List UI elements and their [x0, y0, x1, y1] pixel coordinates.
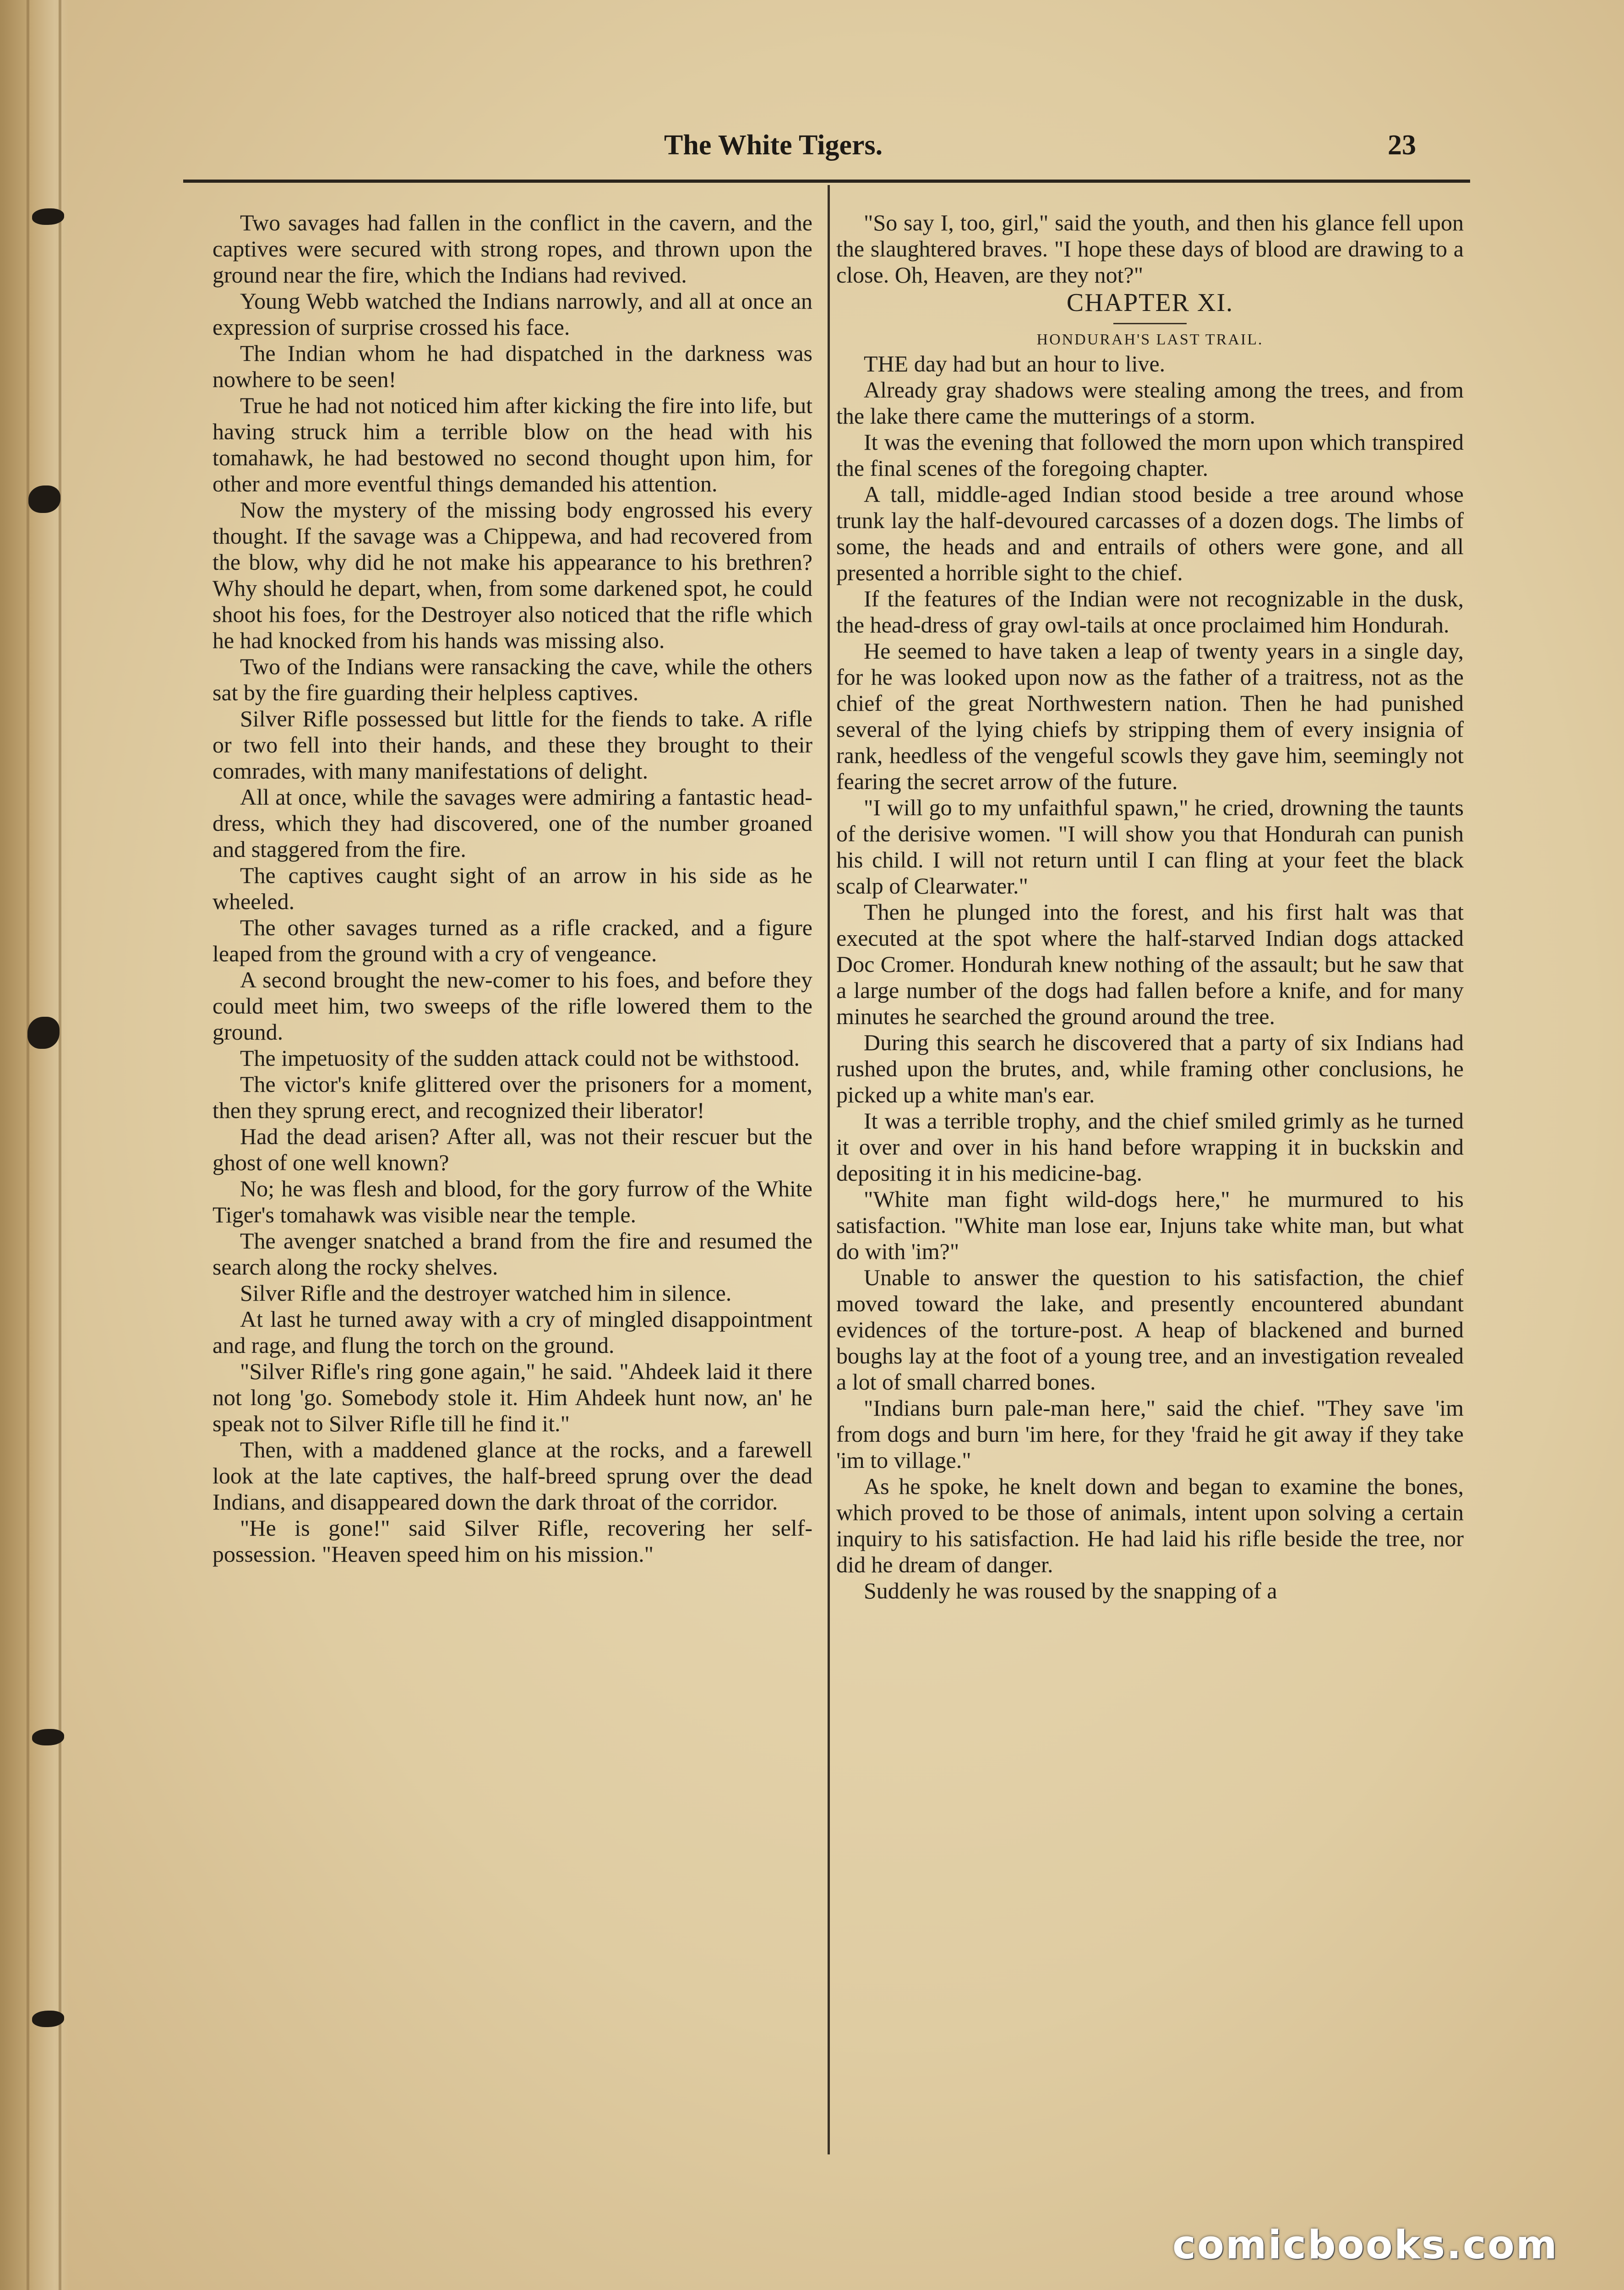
paragraph: The captives caught sight of an arrow in his side as he wheeled.: [213, 862, 812, 914]
paragraph: No; he was flesh and blood, for the gory furrow of the White Tiger's tomahawk was visible near the temple.: [213, 1176, 812, 1227]
paragraph: The victor's knife glittered over the prisoners for a moment, then they sprung erect, and recognized their liberator!: [213, 1071, 812, 1123]
paragraph: During this search he discovered that a party of six Indians had rushed upon the brutes, and, while framing other conclusions, he picked up a white man's ear.: [836, 1030, 1464, 1107]
paragraph: Two of the Indians were ransacking the cave, while the others sat by the fire guarding their helpless captives.: [213, 654, 812, 705]
paragraph: "White man fight wild-dogs here," he murmured to his satisfaction. "White man lose ear, Injuns take white man, but what do with 'im?": [836, 1186, 1464, 1264]
paragraph: "I will go to my unfaithful spawn," he cried, drowning the taunts of the derisive women. "I will show you that Hondurah can punish his child. I will not return until I can fling at your feet the black scalp of Clearwater.": [836, 795, 1464, 899]
paragraph: A tall, middle-aged Indian stood beside a tree around whose trunk lay the half-devoured carcasses of a dozen dogs. The limbs of some, the heads and and entrails of others were gone, and all presented a horrible sight to the chief.: [836, 481, 1464, 585]
paragraph: The other savages turned as a rifle cracked, and a figure leaped from the ground with a cry of vengeance.: [213, 915, 812, 966]
paragraph: At last he turned away with a cry of mingled disappointment and rage, and flung the torch on the ground.: [213, 1306, 812, 1358]
paragraph: The avenger snatched a brand from the fire and resumed the search along the rocky shelves.: [213, 1228, 812, 1280]
paragraph: Two savages had fallen in the conflict in the cavern, and the captives were secured with strong ropes, and thrown upon the ground near the fire, which the Indians had revived.: [213, 210, 812, 288]
binding-stitch: [28, 485, 60, 513]
paragraph: "Silver Rifle's ring gone again," he said. "Ahdeek laid it there not long 'go. Somebody stole it. Him Ahdeek hunt now, an' he speak not to Silver Rifle till he find it.": [213, 1358, 812, 1436]
paragraph: "So say I, too, girl," said the youth, and then his glance fell upon the slaughtered braves. "I hope these days of blood are drawing to a close. Oh, Heaven, are they not?": [836, 210, 1464, 288]
binding-stitch: [32, 1729, 64, 1745]
paragraph: "He is gone!" said Silver Rifle, recovering her self-possession. "Heaven speed him on his mission.": [213, 1515, 812, 1567]
binding-stitch: [32, 2011, 64, 2027]
paragraph: It was the evening that followed the morn upon which transpired the final scenes of the foregoing chapter.: [836, 429, 1464, 481]
paragraph: Then he plunged into the forest, and his first halt was that executed at the spot where the half-starved Indian dogs attacked Doc Cromer. Hondurah knew nothing of the assault; but he saw that a large number of the dogs had fallen before a knife, and for many minutes he searched the ground around the tree.: [836, 899, 1464, 1029]
chapter-subtitle: HONDURAH'S LAST TRAIL.: [1036, 331, 1264, 348]
left-column: [213, 210, 812, 2133]
paragraph: "Indians burn pale-man here," said the chief. "They save 'im from dogs and burn 'im here, for they 'fraid he git away if they take 'im to village.": [836, 1395, 1464, 1473]
paragraph: As he spoke, he knelt down and began to examine the bones, which proved to be those of animals, intent upon solving a certain inquiry to his satisfaction. He had laid his rifle beside the tree, nor did he dream of danger.: [836, 1473, 1464, 1577]
paragraph: Silver Rifle possessed but little for the fiends to take. A rifle or two fell into their hands, and these they brought to their comrades, with many manifestations of delight.: [213, 706, 812, 784]
paragraph: It was a terrible trophy, and the chief smiled grimly as he turned it over and over in his hand before wrapping it in buckskin and depositing it in his medicine-bag.: [836, 1108, 1464, 1186]
column-divider: [828, 185, 830, 2154]
paragraph: He seemed to have taken a leap of twenty years in a single day, for he was looked upon now as the father of a traitress, not as the chief of the great Northwestern nation. Then he had punished several of the lying chiefs by stripping them of every insignia of rank, heedless of the vengeful scowls they gave him, seemingly not fearing the secret arrow of the future.: [836, 638, 1464, 794]
chapter-rule: [1113, 323, 1187, 324]
paragraph: Now the mystery of the missing body engrossed his every thought. If the savage was a Chippewa, and had recovered from the blow, why did he not make his appearance to his brethren? Why should he depart, when, from some darkened spot, he could shoot his foes, for the Destroyer also noticed that the rifle which he had knocked from his hands was missing also.: [213, 497, 812, 653]
paragraph: All at once, while the savages were admiring a fantastic head-dress, which they had discovered, one of the number groaned and staggered from the fire.: [213, 784, 812, 862]
binding-stitch: [32, 208, 64, 225]
paragraph: Had the dead arisen? After all, was not their rescuer but the ghost of one well known?: [213, 1123, 812, 1175]
paragraph: If the features of the Indian were not recognizable in the dusk, the head-dress of gray owl-tails at once proclaimed him Hondurah.: [836, 586, 1464, 638]
chapter-title: CHAPTER XI.: [1066, 289, 1234, 317]
paragraph: Then, with a maddened glance at the rocks, and a farewell look at the late captives, the half-breed sprung over the dead Indians, and disappeared down the dark throat of the corridor.: [213, 1437, 812, 1515]
paragraph: Already gray shadows were stealing among the trees, and from the lake there came the mutterings of a storm.: [836, 377, 1464, 429]
running-title: The White Tigers.: [664, 130, 883, 161]
watermark: comicbooks.com: [1172, 2222, 1559, 2268]
paragraph: True he had not noticed him after kicking the fire into life, but having struck him a terrible blow on the head with his tomahawk, he had bestowed no second thought upon him, for other and more eventful things demanded his attention.: [213, 393, 812, 496]
header-rule: [183, 180, 1470, 183]
paragraph: Silver Rifle and the destroyer watched him in silence.: [240, 1280, 732, 1306]
paragraph: Young Webb watched the Indians narrowly, and all at once an expression of surprise crossed his face.: [213, 288, 812, 340]
binding-fold-line: [59, 0, 61, 2290]
paragraph: The Indian whom he had dispatched in the darkness was nowhere to be seen!: [213, 340, 812, 392]
page-number: 23: [1388, 130, 1416, 161]
paragraph: Suddenly he was roused by the snapping of a: [864, 1578, 1277, 1603]
right-column: [836, 210, 1464, 2133]
paragraph: Unable to answer the question to his satisfaction, the chief moved toward the lake, and presently encountered abundant evidences of the torture-post. A heap of blackened and burned boughs lay at the foot of a young tree, and an investigation revealed a lot of small charred bones.: [836, 1265, 1464, 1395]
binding-fold-line: [27, 0, 29, 2290]
binding-stitch: [27, 1017, 60, 1049]
paragraph: THE day had but an hour to live.: [864, 351, 1166, 376]
paragraph: A second brought the new-comer to his foes, and before they could meet him, two sweeps of the rifle lowered them to the ground.: [213, 967, 812, 1045]
paragraph: The impetuosity of the sudden attack could not be withstood.: [240, 1045, 800, 1071]
